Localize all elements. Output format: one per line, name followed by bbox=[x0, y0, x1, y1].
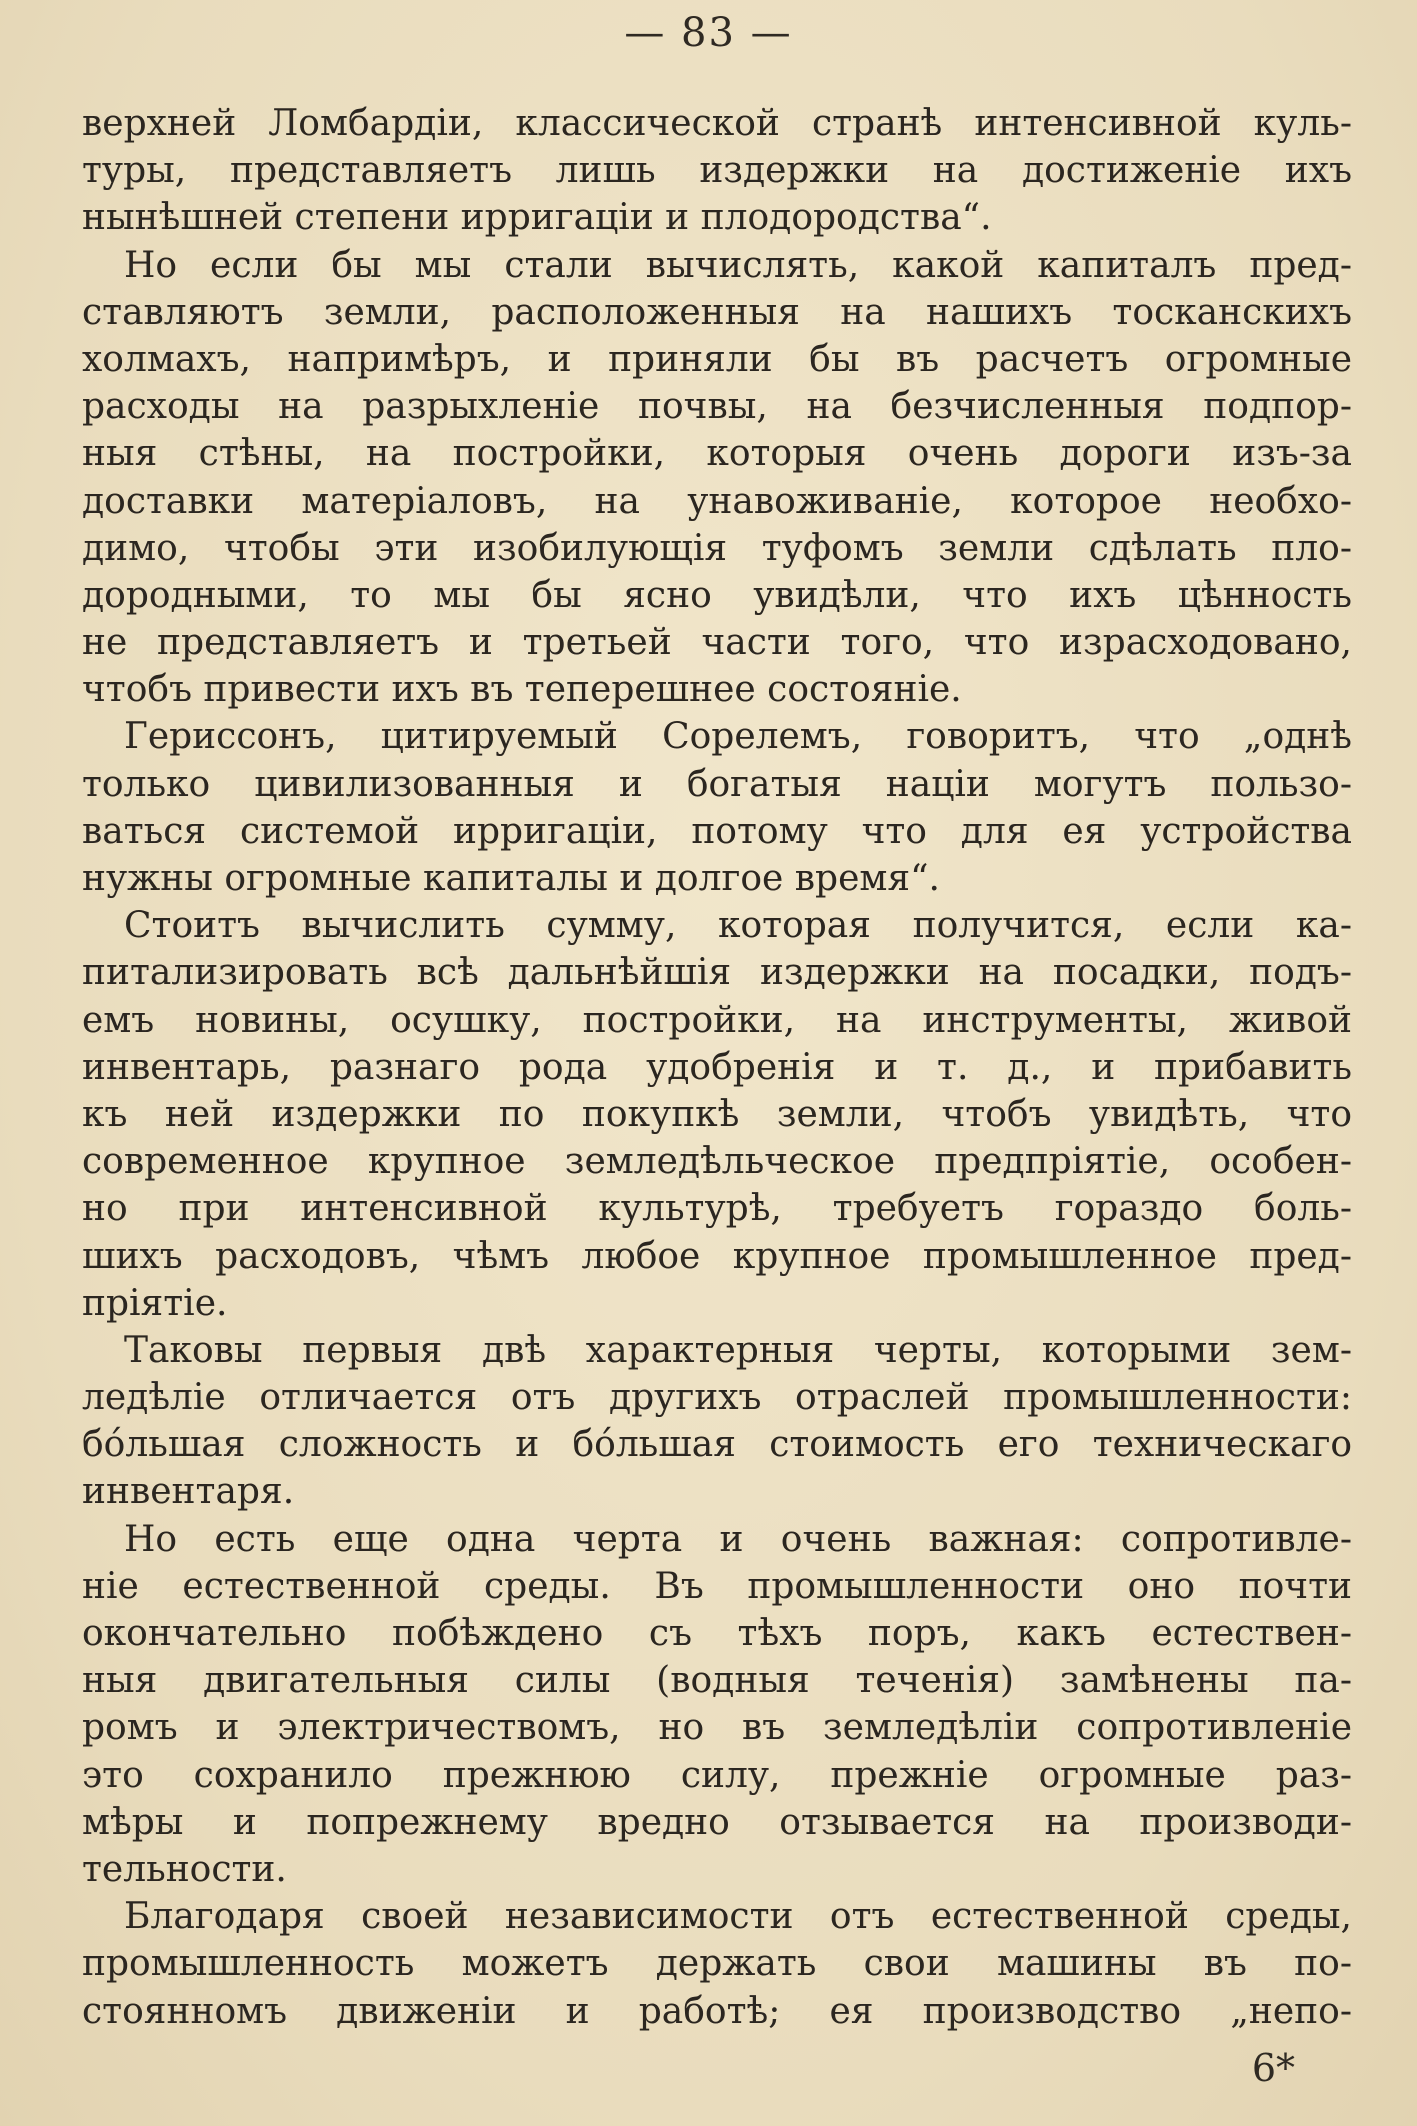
text-line: димо, чтобы эти изобилующiя туфомъ земли сдѣлать пло- bbox=[82, 527, 1352, 569]
text-line: нужны огромные капиталы и долгое время“. bbox=[82, 858, 940, 899]
text-line: мѣры и попрежнему вредно отзывается на производи- bbox=[82, 1801, 1352, 1843]
text-line: ставляютъ земли, расположенныя на нашихъ тосканскихъ bbox=[82, 291, 1352, 333]
text-line: Таковы первыя двѣ характерныя черты, которыми зем- bbox=[124, 1329, 1352, 1371]
text-line: нынѣшней степени ирригацiи и плодородства“. bbox=[82, 197, 992, 239]
text-line: это сохранило прежнюю силу, прежнiе огромные раз- bbox=[82, 1754, 1352, 1796]
text-line: Благодаря своей независимости отъ естественной среды, bbox=[124, 1896, 1352, 1938]
text-line: ромъ и электричествомъ, но въ земледѣлiи сопротивленiе bbox=[82, 1707, 1352, 1749]
text-line: нiе естественной среды. Въ промышленности оно почти bbox=[82, 1565, 1352, 1607]
text-line: тельности. bbox=[82, 1848, 287, 1890]
body-text bbox=[82, 100, 1352, 2035]
text-line: только цивилизованныя и богатыя нацiи могутъ пользо- bbox=[82, 763, 1352, 805]
text-line: шихъ расходовъ, чѣмъ любое крупное промышленное пред- bbox=[82, 1235, 1352, 1277]
text-line: стоянномъ движенiи и работѣ; ея производство „непо- bbox=[82, 1990, 1352, 2032]
text-line: емъ новины, осушку, постройки, на инструменты, живой bbox=[82, 999, 1352, 1041]
text-line: холмахъ, напримѣръ, и приняли бы въ расчетъ огромные bbox=[82, 338, 1352, 380]
signature-mark: 6* bbox=[1251, 2046, 1295, 2090]
text-line: но при интенсивной культурѣ, требуетъ гораздо боль- bbox=[82, 1188, 1352, 1230]
text-line: ледѣлiе отличается отъ другихъ отраслей промышленности: bbox=[82, 1377, 1352, 1419]
text-line: бóльшая сложность и бóльшая стоимость его техническаго bbox=[82, 1424, 1352, 1466]
text-line: Но если бы мы стали вычислять, какой капиталъ пред- bbox=[124, 244, 1352, 286]
text-line: чтобъ привести ихъ въ теперешнее состоянiе. bbox=[82, 669, 962, 711]
text-line: питализировать всѣ дальнѣйшiя издержки на посадки, подъ- bbox=[82, 952, 1352, 994]
page-number: — 83 — bbox=[624, 10, 793, 56]
text-line: доставки матерiаловъ, на унавоживанiе, которое необхо- bbox=[82, 480, 1352, 522]
text-line: прiятiе. bbox=[82, 1282, 228, 1324]
text-line: Стоитъ вычислить сумму, которая получится, если ка- bbox=[124, 905, 1352, 947]
text-line: Но есть еще одна черта и очень важная: сопротивле- bbox=[124, 1518, 1352, 1560]
text-line: дородными, то мы бы ясно увидѣли, что ихъ цѣнность bbox=[82, 574, 1352, 616]
text-line: ваться системой ирригацiи, потому что для ея устройства bbox=[82, 810, 1352, 852]
text-line: ныя двигательныя силы (водныя теченiя) замѣнены па- bbox=[82, 1660, 1352, 1702]
text-line: окончательно побѣждено съ тѣхъ поръ, какъ естествен- bbox=[82, 1613, 1352, 1654]
text-line: верхней Ломбардiи, классической странѣ интенсивной куль- bbox=[82, 103, 1352, 144]
text-line: къ ней издержки по покупкѣ земли, чтобъ увидѣть, что bbox=[82, 1093, 1352, 1135]
text-line: современное крупное земледѣльческое предпрiятiе, особен- bbox=[82, 1141, 1352, 1183]
text-line: расходы на разрыхленiе почвы, на безчисленныя подпор- bbox=[82, 386, 1352, 428]
text-line: инвентаря. bbox=[82, 1471, 295, 1513]
text-line: инвентарь, разнаго рода удобренiя и т. д., и прибавить bbox=[82, 1046, 1352, 1088]
text-line: туры, представляетъ лишь издержки на достиженiе ихъ bbox=[82, 150, 1352, 192]
text-line: промышленность можетъ держать свои машины въ по- bbox=[82, 1943, 1352, 1985]
text-line: ныя стѣны, на постройки, которыя очень дороги изъ-за bbox=[82, 433, 1352, 475]
text-line: не представляетъ и третьей части того, что израсходовано, bbox=[82, 622, 1352, 664]
text-line: Гериссонъ, цитируемый Сорелемъ, говоритъ, что „однѣ bbox=[124, 716, 1352, 758]
